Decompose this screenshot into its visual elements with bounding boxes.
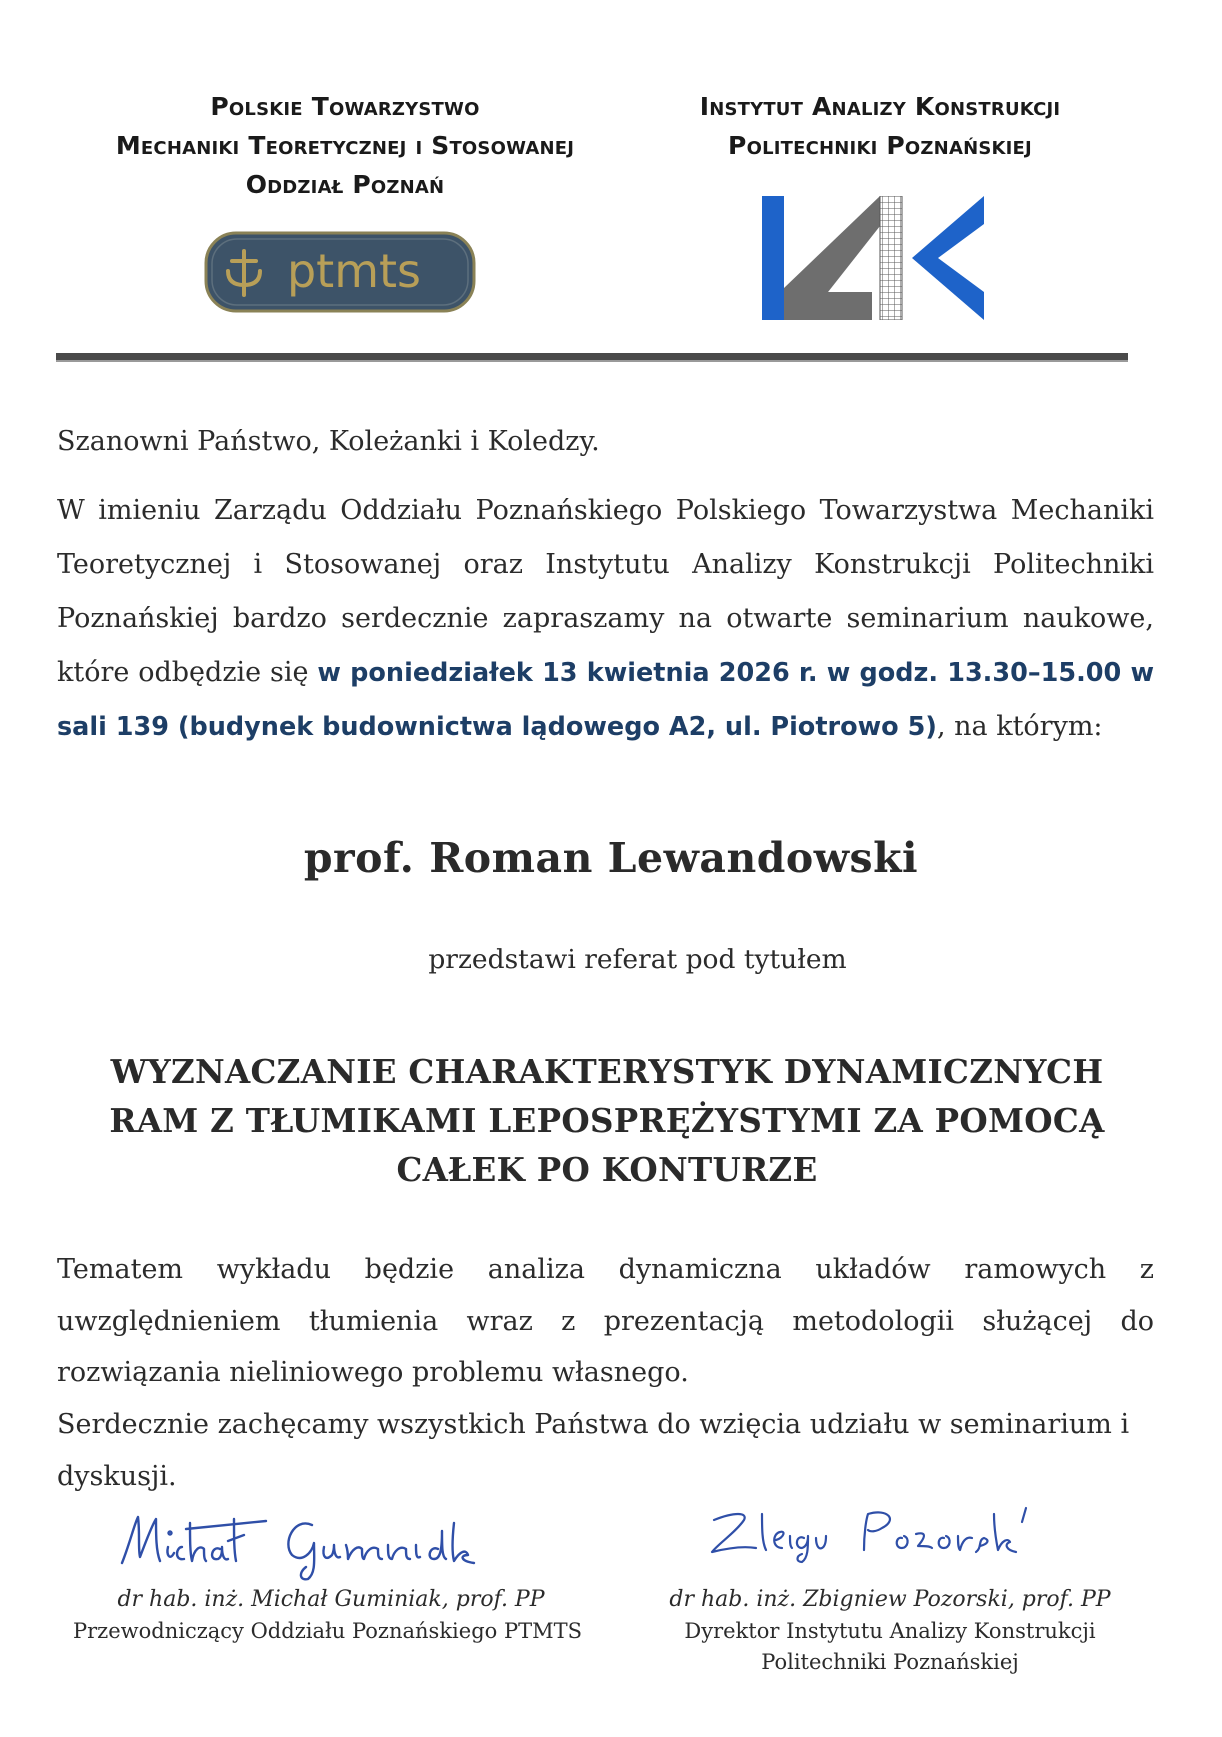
lecture-title-line3: CAŁEK PO KONTURZE xyxy=(396,1150,818,1189)
intro-text-end: , na którym: xyxy=(936,711,1103,742)
greeting: Szanowni Państwo, Koleżanki i Koledzy. xyxy=(57,426,600,457)
lecture-title xyxy=(60,1047,1154,1194)
ptmts-logo-text: ptmts xyxy=(286,244,422,298)
presents-line: przedstawi referat pod tytułem xyxy=(428,944,847,975)
ptmts-logo xyxy=(204,231,476,313)
signature-left xyxy=(116,1503,476,1581)
header-right-institute xyxy=(660,87,1100,165)
signatory-left-role: Przewodniczący Oddziału Poznańskiego PTMTS xyxy=(72,1619,582,1643)
org-name-line3: Oddział Poznań xyxy=(245,170,445,199)
closing-paragraph: Serdecznie zachęcamy wszystkich Państwa do wzięcia udziału w seminarium i dyskusji. xyxy=(57,1409,1130,1492)
lecture-title-line1: WYZNACZANIE CHARAKTERYSTYK DYNAMICZNYCH xyxy=(110,1052,1104,1091)
iak-logo xyxy=(762,196,984,320)
event-date-location: w poniedziałek 13 kwietnia 2026 r. w godz. 13.30–15.00 w sali 139 (budynek budownictwa lądowego A2, ul. Piotrowo 5) xyxy=(57,658,1155,742)
lecture-title-line2: RAM Z TŁUMIKAMI LEPOSPRĘŻYSTYMI ZA POMOCĄ xyxy=(109,1101,1105,1140)
header-left-organization xyxy=(100,87,590,204)
intro-paragraph xyxy=(57,484,1154,754)
topic-paragraph: Tematem wykładu będzie analiza dynamiczna układów ramowych z uwzględnieniem tłumienia wraz z prezentacją metodologii służącej do rozwiązania nieliniowego problemu własnego. xyxy=(57,1254,1154,1388)
institute-name-line2: Politechniki Poznańskiej xyxy=(728,131,1032,160)
signatory-right-role xyxy=(630,1616,1150,1678)
intro-text-start: W imieniu Zarządu Oddziału Poznańskiego Polskiego Towarzystwa Mechaniki Teoretycznej i Stosowanej oraz Instytutu Analizy Konstrukcji Politechniki Poznańskiej bardzo serdecznie zapraszamy na otwarte seminarium naukowe, które odbędzie się xyxy=(57,495,1154,688)
speaker-name: prof. Roman Lewandowski xyxy=(303,834,919,882)
signatory-right-role-line1: Dyrektor Instytutu Analizy Konstrukcji xyxy=(684,1619,1096,1643)
org-name-line1: Polskie Towarzystwo xyxy=(210,92,480,121)
header-divider xyxy=(56,353,1128,362)
org-name-line2: Mechaniki Teoretycznej i Stosowanej xyxy=(115,131,575,160)
institute-name-line1: Instytut Analizy Konstrukcji xyxy=(699,92,1061,121)
signature-right xyxy=(704,1498,1044,1564)
signatory-right-name: dr hab. inż. Zbigniew Pozorski, prof. PP xyxy=(669,1587,1111,1612)
signatory-left-name: dr hab. inż. Michał Guminiak, prof. PP xyxy=(117,1587,545,1612)
signatory-right-role-line2: Politechniki Poznańskiej xyxy=(761,1650,1019,1674)
